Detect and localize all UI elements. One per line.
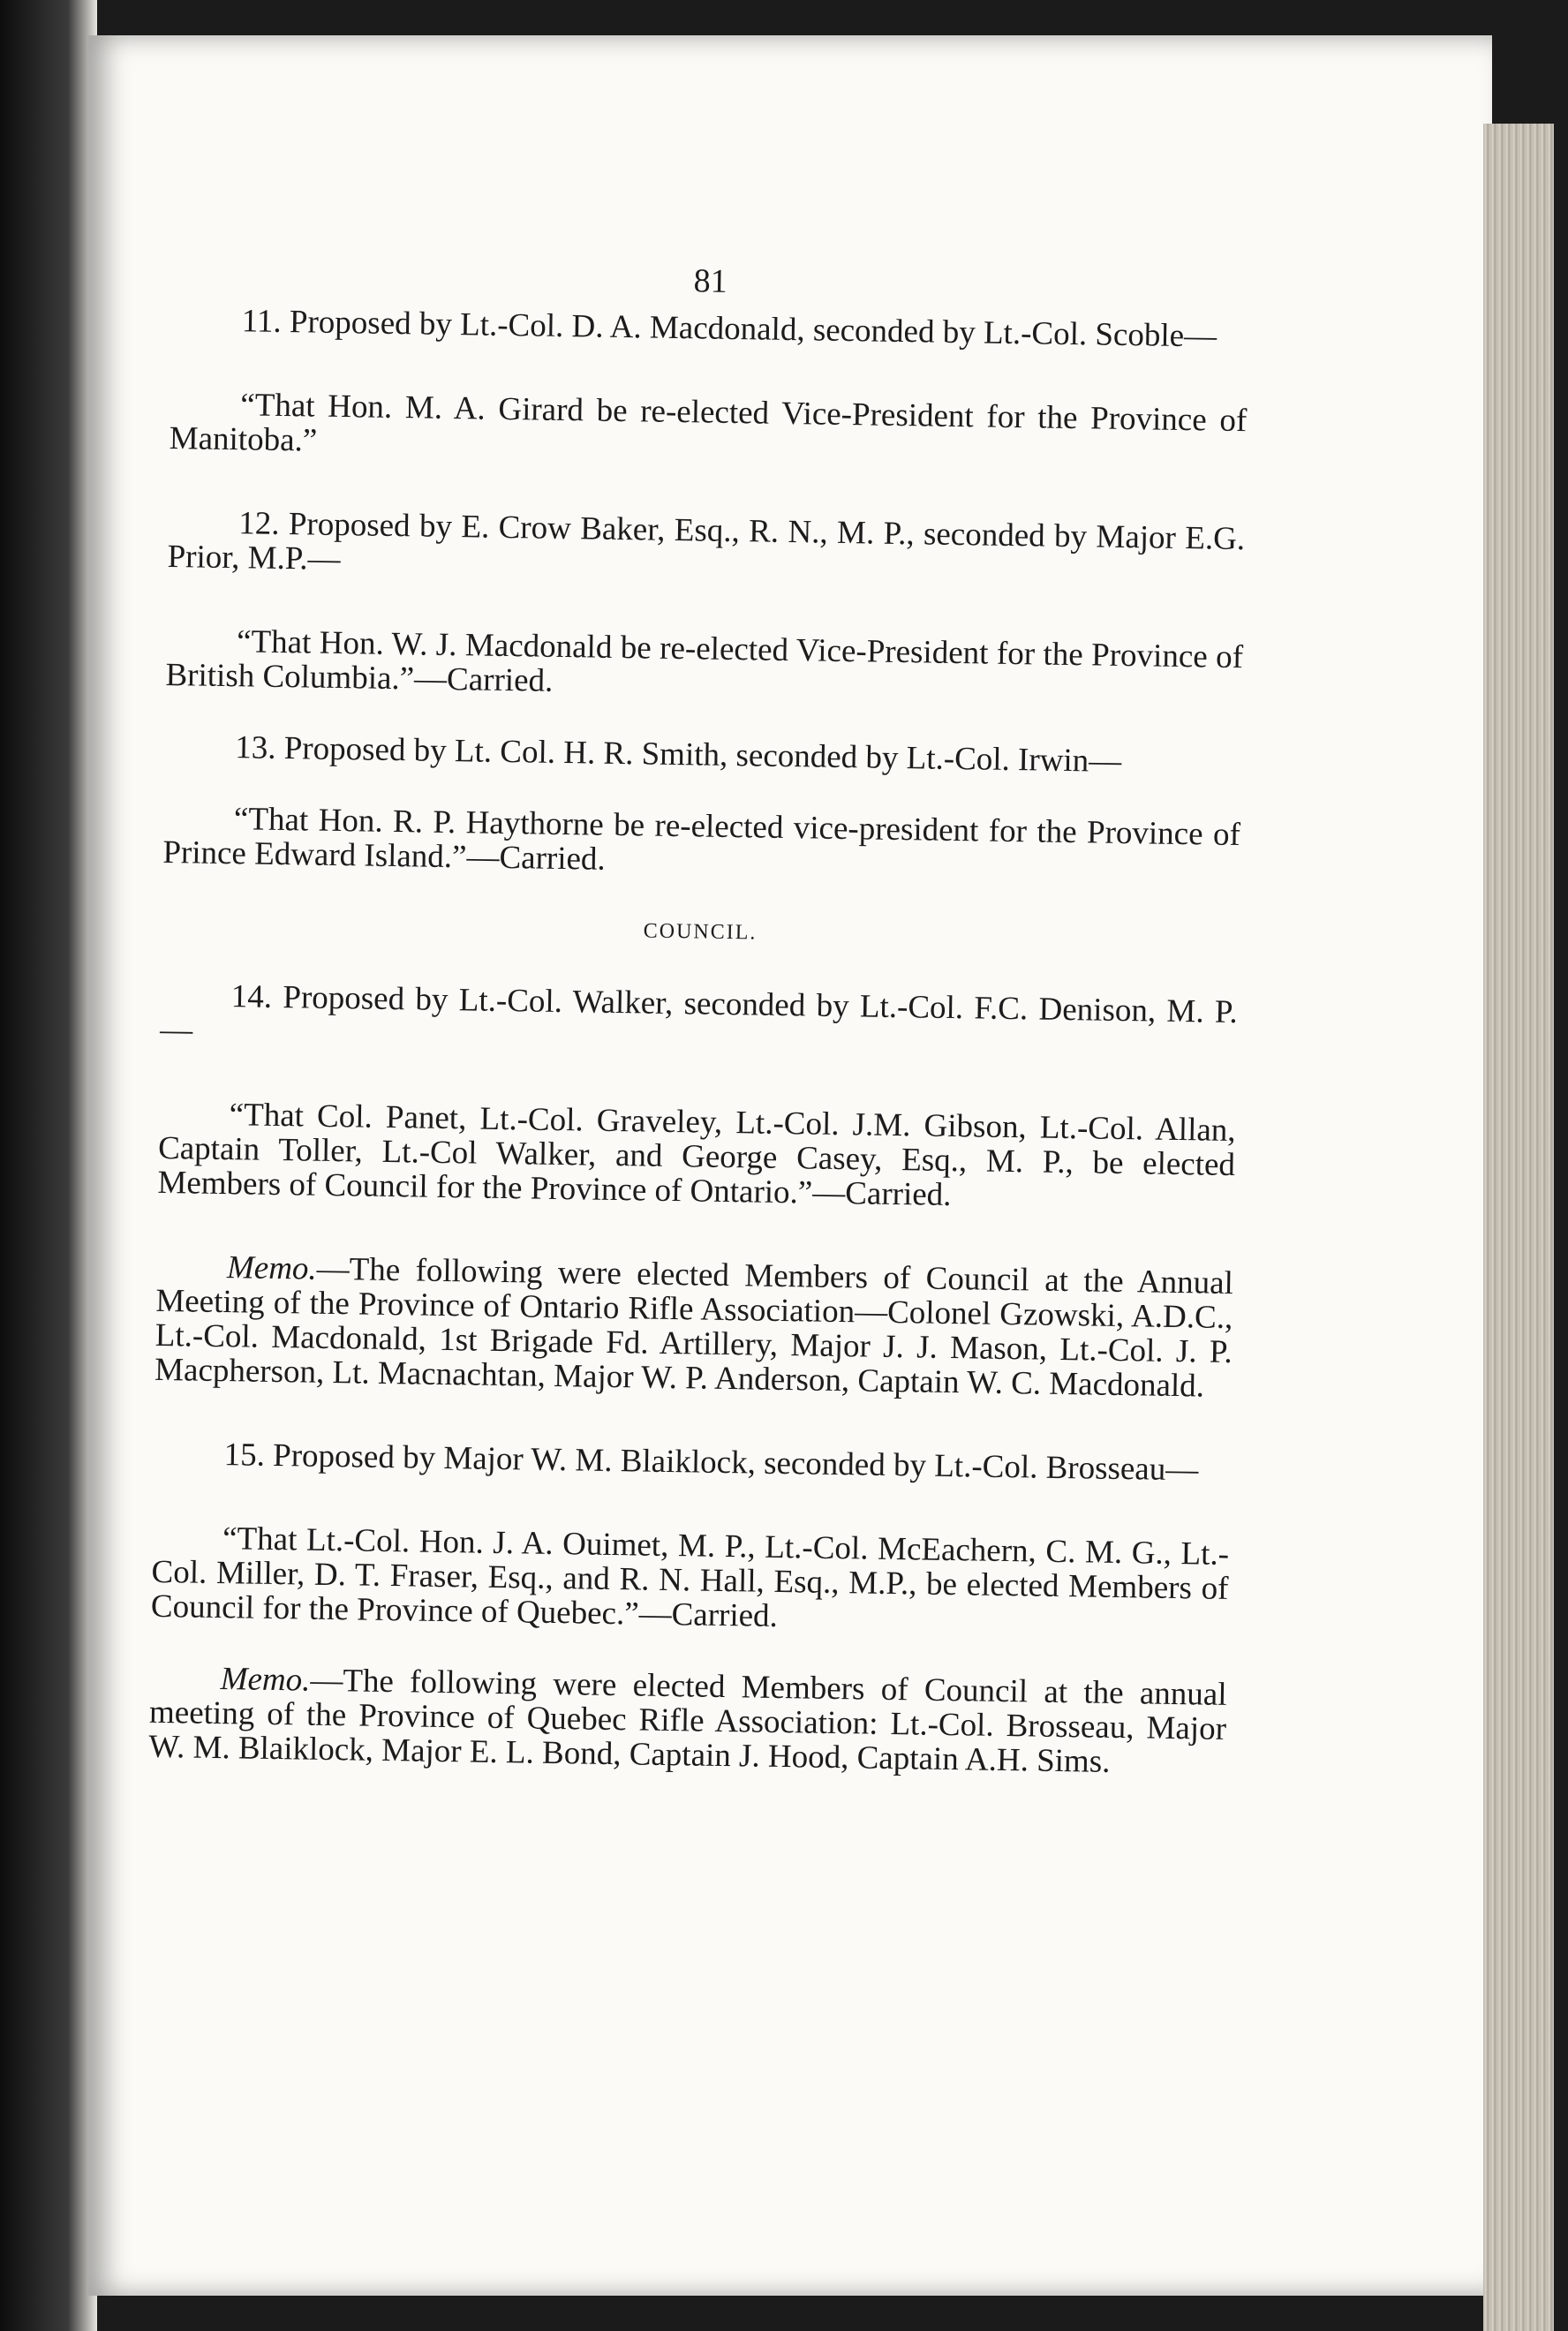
resolution-13: “That Hon. R. P. Haythorne be re-elected vice-president for the Province of Prince Edward Island.”—Carried.: [162, 801, 1241, 878]
page-stack-edge: [1483, 124, 1554, 2331]
memo-label: Memo.: [220, 1661, 311, 1699]
memo-text: —The following were elected Members of Council at the Annual Meeting of the Province of Ontario Rifle Association—Colonel Gzowski, A.D.C., Lt.-Col. Macdonald, 1st Brigade Fd. Artillery, Major J. J. Mason, Lt.-Col. J. P. Macpherson, Lt. Macnachtan, Major W. P. Anderson, Captain W. C. Macdonald.: [154, 1250, 1234, 1405]
resolution-11: “That Hon. M. A. Girard be re-elected Vice-President for the Province of Manitoba.”: [169, 387, 1248, 459]
scan-binding-shadow: [0, 0, 97, 2331]
memo-ontario: [155, 1249, 1233, 1404]
page-number: 81: [693, 262, 727, 300]
page-text: [148, 256, 1249, 1781]
memo-text: —The following were elected Members of Council at the annual meeting of the Province of Quebec Rifle Association: Lt.-Col. Brosseau, Major W. M. Blaiklock, Major E. L. Bond, Captain J. Hood, Captain A.H. Sims.: [148, 1662, 1227, 1780]
proposal-11: 11. Proposed by Lt.-Col. D. A. Macdonald, seconded by Lt.-Col. Scoble—: [241, 303, 1217, 355]
memo-quebec: [148, 1661, 1227, 1781]
proposal-14: 14. Proposed by Lt.-Col. Walker, seconded by Lt.-Col. F.C. Denison, M. P.—: [159, 978, 1239, 1049]
memo-label: Memo.: [226, 1249, 318, 1287]
resolution-12: “That Hon. W. J. Macdonald be re-elected Vice-President for the Province of British Columbia.”—Carried.: [165, 623, 1244, 699]
proposal-15: 15. Proposed by Major W. M. Blaiklock, seconded by Lt.-Col. Brosseau—: [223, 1437, 1199, 1489]
proposal-13: 13. Proposed by Lt. Col. H. R. Smith, seconded by Lt.-Col. Irwin—: [234, 729, 1122, 780]
resolution-15: “That Lt.-Col. Hon. J. A. Ouimet, M. P., Lt.-Col. McEachern, C. M. G., Lt.-Col. Miller, D. T. Fraser, Esq., and R. N. Hall, Esq., M.P., be elected Members of Council for the Province of Quebec.”—Carried.: [150, 1520, 1230, 1634]
resolution-14: “That Col. Panet, Lt.-Col. Graveley, Lt.-Col. J.M. Gibson, Lt.-Col. Allan, Captain Toller, Lt.-Col Walker, and George Casey, Esq., M. P., be elected Members of Council for the Province of Ontario.”—Carried.: [157, 1097, 1236, 1213]
proposal-12: 12. Proposed by E. Crow Baker, Esq., R. N., M. P., seconded by Major E.G. Prior, M.P.—: [167, 505, 1246, 578]
section-heading-council: COUNCIL.: [643, 919, 758, 945]
